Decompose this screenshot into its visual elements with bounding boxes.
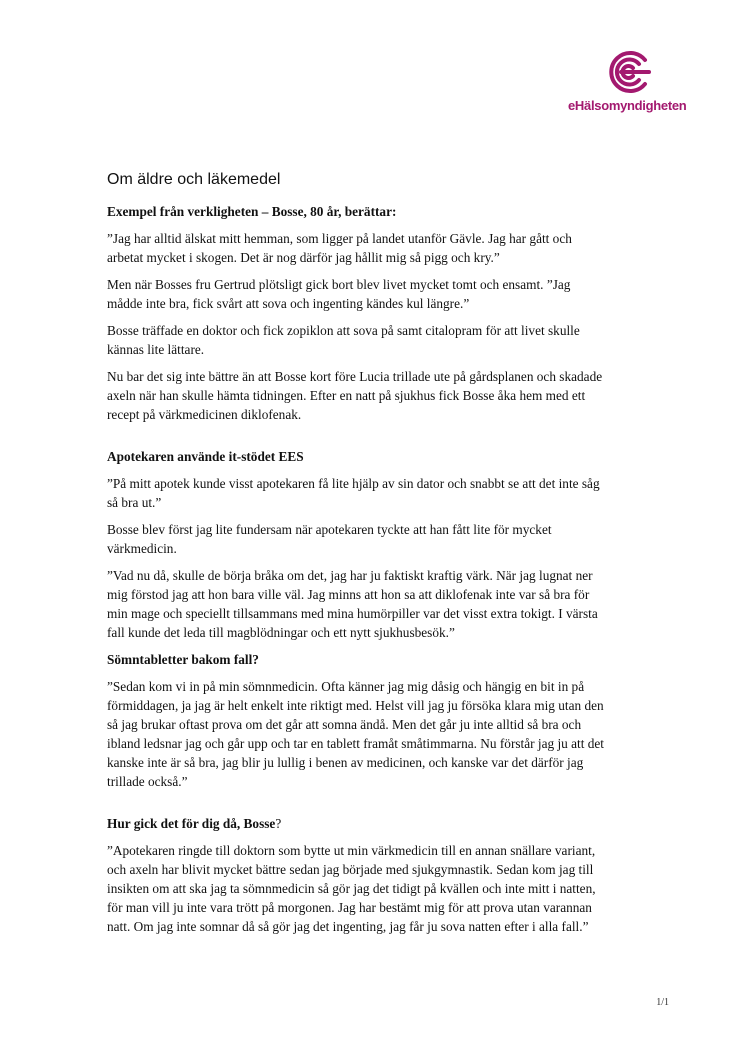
section-heading: Exempel från verkligheten – Bosse, 80 år, berättar: — [107, 204, 397, 219]
section-heading-suffix: ? — [275, 816, 282, 831]
document-content — [107, 168, 607, 944]
page-number: 1/1 — [656, 997, 669, 1008]
paragraph: Men när Bosses fru Gertrud plötsligt gick bort blev livet mycket tomt och ensamt. ”Jag mådde inte bra, fick svårt att sova och ingenting kändes kul längre.” — [107, 277, 571, 311]
paragraph: ”På mitt apotek kunde visst apotekaren få lite hjälp av sin dator och snabbt se att det inte såg så bra ut.” — [107, 476, 600, 510]
section-outcome — [107, 814, 607, 936]
section-example — [107, 202, 607, 424]
paragraph: Bosse blev först jag lite fundersam när apotekaren tyckte att han fått lite för mycket värkmedicin. — [107, 522, 552, 556]
paragraph: Nu bar det sig inte bättre än att Bosse kort före Lucia trillade ute på gårdsplanen och skadade axeln när han skulle hämta tidningen. Efter en natt på sjukhus fick Bosse åka hem med ett recept på värkmedicinen diklofenak. — [107, 369, 603, 422]
logo — [568, 50, 688, 120]
paragraph: ”Vad nu då, skulle de börja bråka om det, jag har ju faktiskt kraftig värk. När jag lugnat ner mig förstod jag att hon bara ville väl. Jag minns att hon sa att diklofenak inte var så bra för min mage och speciellt tillsammans med mina humörpiller var det visst extra tokigt. I värsta fall kunde det leda till magblödningar och ett nytt sjukhusbesök.” — [107, 568, 598, 640]
paragraph: ”Apotekaren ringde till doktorn som bytte ut min värkmedicin till en annan snällare variant, och axeln har blivit mycket bättre sedan jag började med sjukgymnastik. Sedan kom jag till insikten om att ska jag ta sömnmedicin så gör jag det tidigt på kvällen och inte mitt i natten, för man vill ju inte vara trött på morgonen. Jag har bestämt mig för att prova utan varannan natt. Om jag inte somnar då så gör jag det ingenting, jag får ju sova natten efter i alla fall.” — [107, 843, 596, 934]
paragraph: ”Sedan kom vi in på min sömnmedicin. Ofta känner jag mig dåsig och hängig en bit in på förmiddagen, ja jag är helt enkelt inte riktigt med. Helst vill jag ju försöka klara mig utan den så jag brukar oftast prova om det går att somna ändå. Men det går ju inte alltid så bra och ibland ledsnar jag och går upp och tar en tablett framåt småtimmarna. Nu förstår jag ju att det kanske inte är så bra, jag blir ju lullig i benen av medicinen, och kanske var det därför jag trillade också.” — [107, 679, 604, 789]
section-heading: Apotekaren använde it-stödet EES — [107, 449, 304, 464]
ehalsomyndigheten-logo-icon — [601, 50, 655, 94]
logo-text: eHälsomyndigheten — [568, 98, 687, 113]
section-sleeping-pills — [107, 650, 607, 791]
section-heading: Sömntabletter bakom fall? — [107, 652, 259, 667]
section-pharmacist — [107, 447, 607, 642]
paragraph: Bosse träffade en doktor och fick zopiklon att sova på samt citalopram för att livet skulle kännas lite lättare. — [107, 323, 580, 357]
section-heading-text: Hur gick det för dig då, Bosse — [107, 816, 276, 831]
paragraph: ”Jag har alltid älskat mitt hemman, som ligger på landet utanför Gävle. Jag har gått och arbetat mycket i skogen. Det är nog därför jag hållit mig så pigg och kry.” — [107, 231, 572, 265]
page-title: Om äldre och läkemedel — [107, 171, 281, 188]
section-heading — [107, 814, 607, 833]
